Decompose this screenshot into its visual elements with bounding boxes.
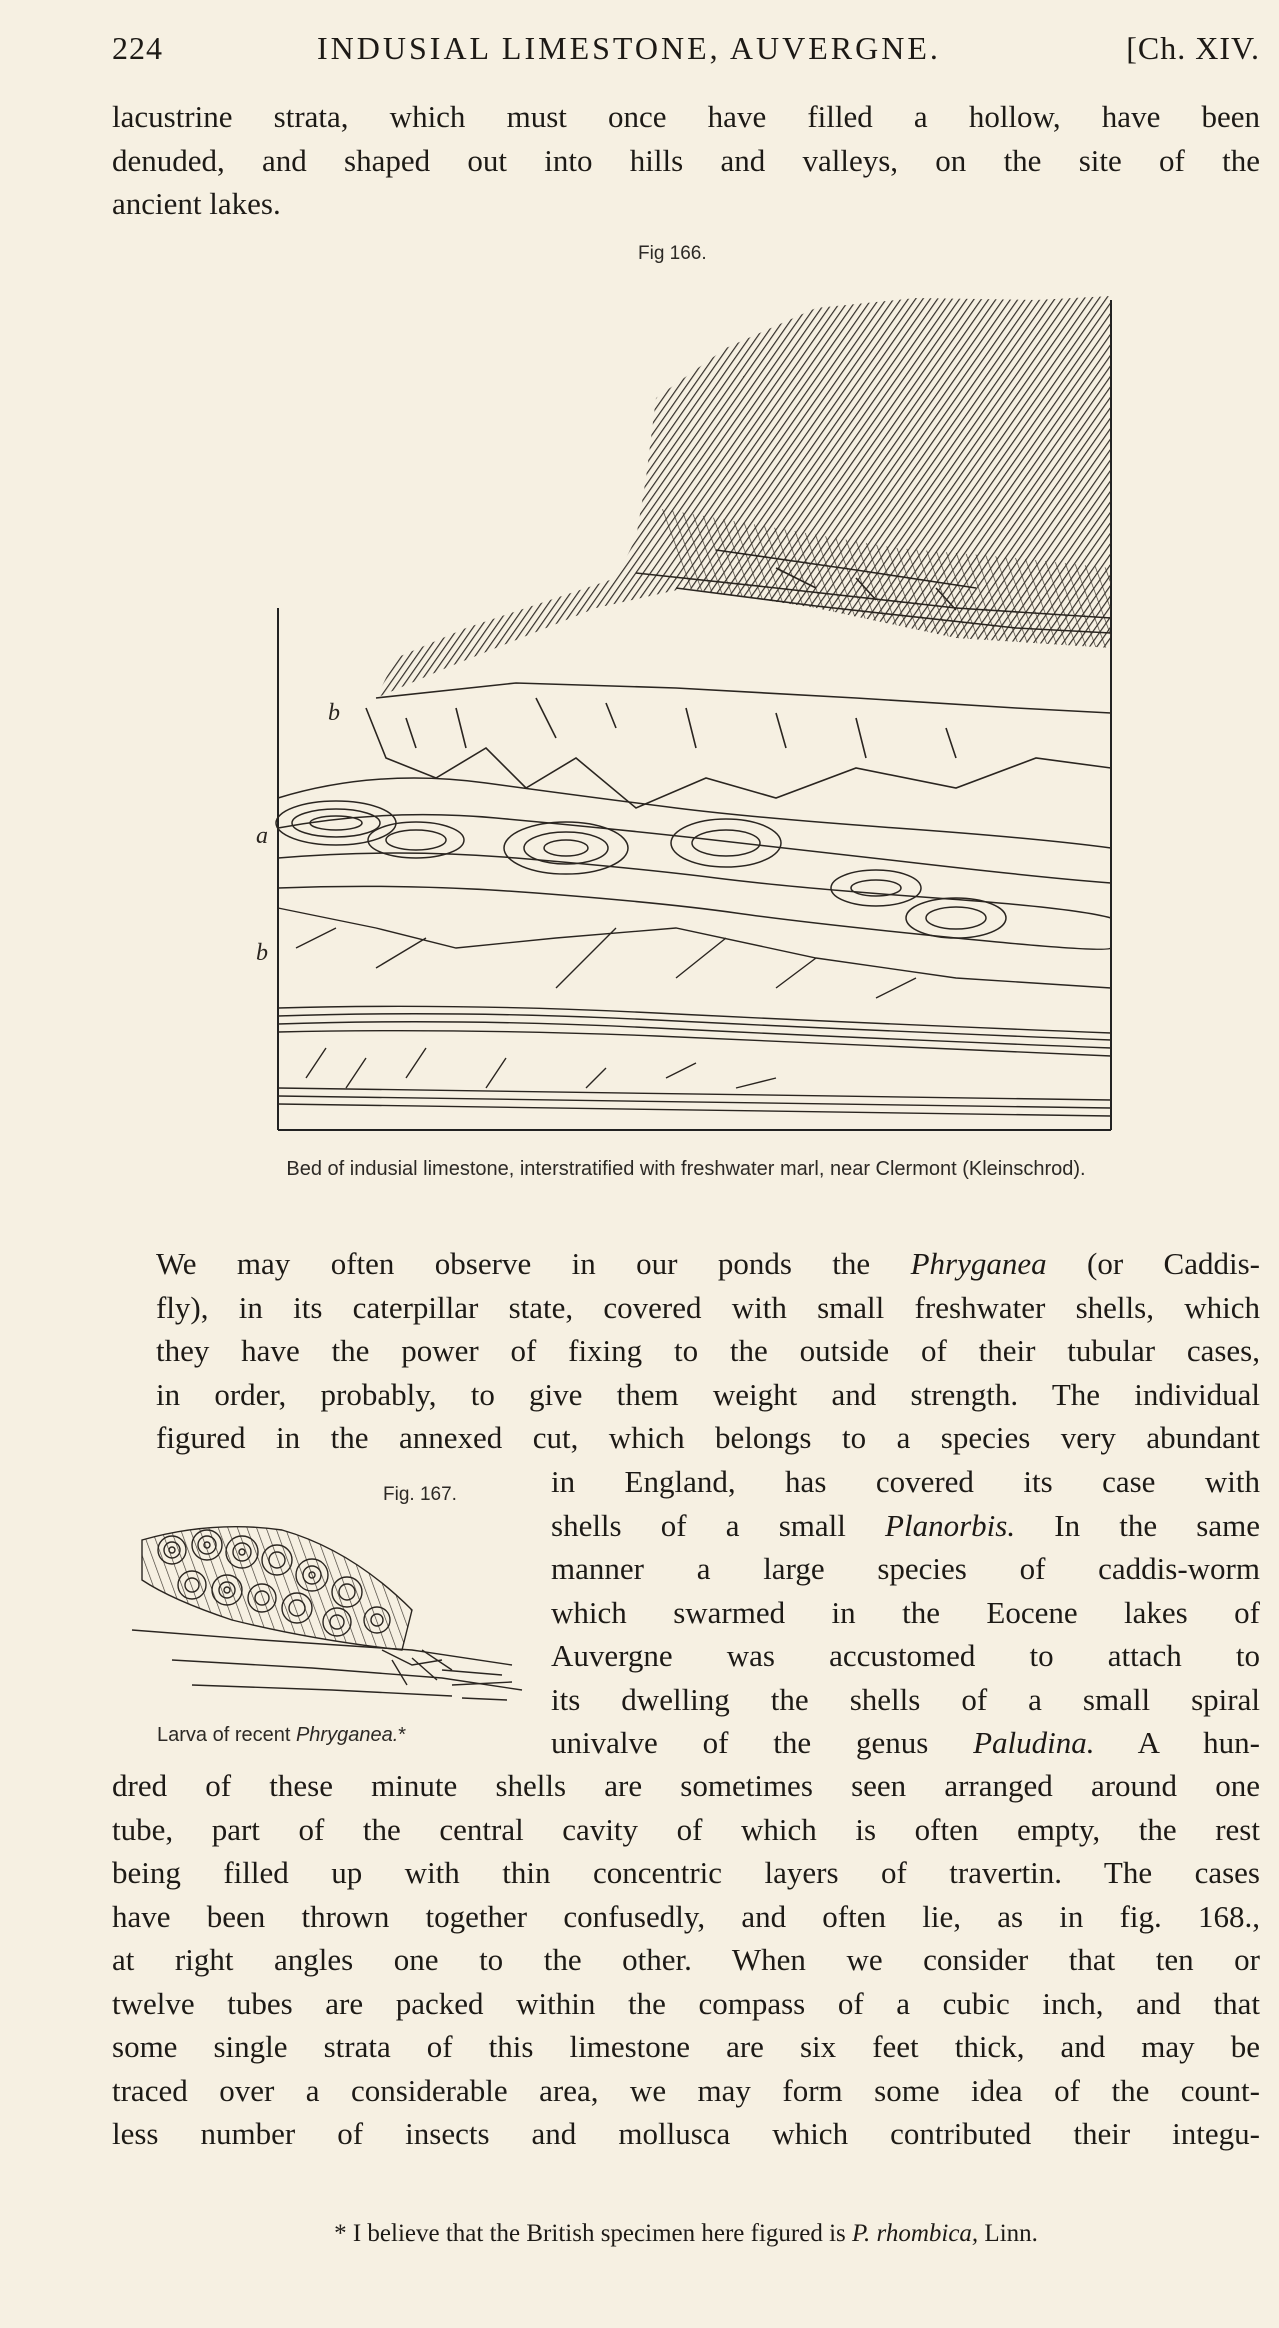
text-run: In the same xyxy=(1015,1507,1260,1543)
running-head xyxy=(112,30,1260,74)
running-title: INDUSIAL LIMESTONE, AUVERGNE. xyxy=(317,30,941,66)
figure-166-caption: Bed of indusial limestone, interstratified with freshwater marl, near Clermont (Kleinschrod). xyxy=(286,1158,1086,1180)
text-line: manner a large species of caddis-worm xyxy=(551,1551,1260,1586)
text-line: at right angles one to the other. When we consider that ten or xyxy=(112,1942,1260,1977)
text-line xyxy=(551,1721,1260,1765)
italic-term: Paludina. xyxy=(973,1725,1095,1760)
text-line: denuded, and shaped out into hills and valleys, on the site of the xyxy=(112,142,1260,178)
text-beside-figure xyxy=(551,1460,1260,1765)
text-run: univalve of the genus xyxy=(551,1725,974,1760)
figure-166-strata-illustration xyxy=(256,288,1122,1134)
text-run: We may often observe in our ponds the xyxy=(156,1246,911,1281)
footnote-text: Linn. xyxy=(978,2220,1038,2247)
text-line: fly), in its caterpillar state, covered with small freshwater shells, which xyxy=(156,1289,1260,1325)
text-line: Auvergne was accustomed to attach to xyxy=(551,1638,1260,1673)
footnote-marker: * xyxy=(398,1724,407,1746)
footnote xyxy=(112,2220,1260,2248)
text-line: dred of these minute shells are sometimes seen arranged around one xyxy=(112,1768,1260,1803)
paragraph-phryganea xyxy=(112,1242,1260,1460)
text-run: A hun- xyxy=(1094,1725,1260,1760)
text-line: which swarmed in the Eocene lakes of xyxy=(551,1594,1260,1630)
caption-italic-term: Phryganea. xyxy=(295,1724,399,1746)
paragraph-continued xyxy=(112,95,1260,226)
paragraph-phryganea-continued xyxy=(112,1764,1260,2156)
text-line xyxy=(551,1504,1260,1548)
page-number: 224 xyxy=(112,30,163,66)
chapter-reference: [Ch. XIV. xyxy=(1126,30,1260,66)
caption-text: Larva of recent xyxy=(157,1724,296,1746)
text-line: some single strata of this limestone are six feet thick, and may be xyxy=(112,2029,1260,2064)
text-line: being filled up with thin concentric layers of travertin. The cases xyxy=(112,1855,1260,1890)
text-run: shells of a small xyxy=(551,1507,886,1543)
text-line: tube, part of the central cavity of which is often empty, the rest xyxy=(112,1811,1260,1847)
text-line: traced over a considerable area, we may form some idea of the count- xyxy=(112,2072,1260,2108)
footnote-italic-term: P. rhombica, xyxy=(852,2220,979,2247)
text-line: figured in the annexed cut, which belongs to a species very abundant xyxy=(156,1420,1260,1455)
figure-166-label: Fig 166. xyxy=(638,243,707,264)
text-line: less number of insects and mollusca which contributed their integu- xyxy=(112,2116,1260,2151)
figure-167-label: Fig. 167. xyxy=(383,1484,457,1505)
text-line: twelve tubes are packed within the compass of a cubic inch, and that xyxy=(112,1985,1260,2021)
stratum-letter-a: a xyxy=(256,823,268,849)
text-run: (or Caddis- xyxy=(1046,1246,1260,1281)
stratum-letter-b-upper: b xyxy=(328,700,340,726)
text-line: have been thrown together confusedly, and often lie, as in fig. 168., xyxy=(112,1898,1260,1934)
text-line: in England, has covered its case with xyxy=(551,1464,1260,1499)
figure-167-caddis-larva-illustration xyxy=(112,1500,532,1710)
text-line: lacustrine strata, which must once have filled a hollow, have been xyxy=(112,99,1260,134)
text-line: in order, probably, to give them weight and strength. The individual xyxy=(156,1376,1260,1412)
italic-term: Phryganea xyxy=(910,1246,1047,1281)
stratum-letter-b-lower: b xyxy=(256,940,268,966)
figure-167-caption xyxy=(157,1724,406,1747)
text-line: ancient lakes. xyxy=(112,186,281,221)
footnote-text: * I believe that the British specimen here figured is xyxy=(334,2220,852,2247)
text-line: its dwelling the shells of a small spiral xyxy=(551,1681,1260,1717)
italic-term: Planorbis. xyxy=(885,1507,1016,1543)
text-line xyxy=(112,1242,1260,1286)
text-line: they have the power of fixing to the outside of their tubular cases, xyxy=(156,1333,1260,1368)
